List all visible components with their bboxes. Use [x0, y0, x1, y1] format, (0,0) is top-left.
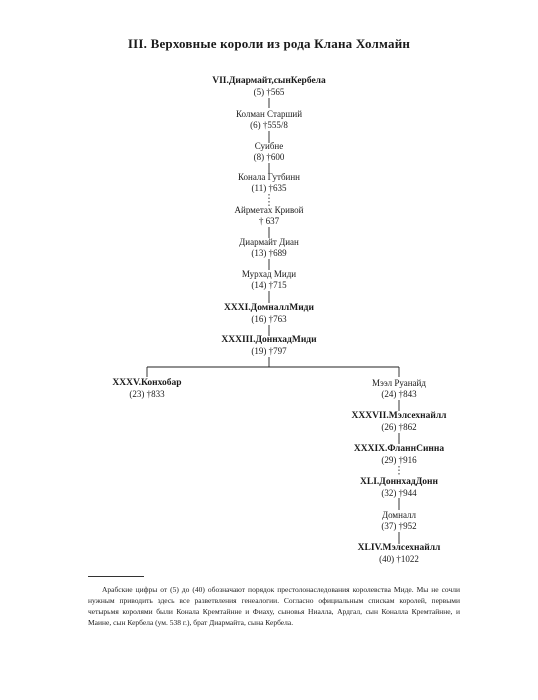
node-info: (32) †944 — [381, 488, 417, 498]
node-name: Мээл Руанайд — [372, 378, 426, 388]
node-info: (37) †952 — [381, 521, 417, 531]
tree-node — [319, 444, 479, 466]
footnote-rule — [88, 576, 144, 577]
node-name: Диармайт Диан — [239, 237, 299, 247]
tree-node — [189, 237, 349, 259]
node-info: (8) †600 — [253, 152, 285, 162]
tree-node — [189, 269, 349, 291]
node-name: Суибне — [254, 141, 284, 151]
tree-node — [319, 378, 479, 400]
tree-node — [189, 76, 349, 98]
node-name: VII.Диармайт,сынКербела — [212, 76, 326, 86]
footnote: Арабские цифры от (5) до (40) обозначают порядок престолонаследования королевства Миде. Мы не сочли нужным приводить здесь все разветвления генеалогии. Согласно официальным спискам королей, первыми четырьмя королями были Конала Кремтайнне и Фиаху, сыновья Ниалла, Ардгал, сын Коналла Кремтайнне, и Маине, сын Кербела (ум. 538 г.), брат Диармайта, сына Кербела. — [88, 585, 460, 627]
node-info: (14) †715 — [251, 280, 287, 290]
node-name: Мурхад Миди — [241, 269, 297, 279]
node-info: (13) †689 — [251, 248, 287, 258]
node-info: (23) †833 — [129, 389, 165, 399]
node-name: XLI.ДоннхадДонн — [360, 477, 438, 487]
node-info: † 637 — [258, 216, 280, 226]
tree-node — [319, 411, 479, 433]
node-info: (29) †916 — [381, 455, 417, 465]
page-title: III. Верховные короли из рода Клана Холмайн — [127, 36, 411, 51]
node-name: XXXVII.Мэлсехнайлл — [351, 411, 447, 421]
node-name: Айрметах Кривой — [234, 205, 304, 215]
node-name: XXXV.Конхобар — [112, 378, 182, 388]
node-info: (5) †565 — [253, 87, 285, 97]
node-name: XLIV.Мэлсехнайлл — [357, 543, 441, 553]
tree-node — [319, 477, 479, 499]
tree-node — [319, 510, 479, 532]
node-info: (6) †555/8 — [250, 120, 288, 130]
node-info: (16) †763 — [251, 314, 287, 324]
node-info: (26) †862 — [381, 422, 417, 432]
tree-node — [189, 303, 349, 325]
node-name: XXXIII.ДоннхадМиди — [221, 335, 317, 345]
node-name: Колман Старший — [235, 109, 303, 119]
tree-node — [189, 141, 349, 163]
node-info: (24) †843 — [381, 389, 417, 399]
node-name: XXXI.ДомналлМиди — [224, 303, 314, 313]
node-info: (19) †797 — [251, 346, 287, 356]
node-name: XXXIX.ФланнСинна — [353, 444, 445, 454]
tree-node — [189, 109, 349, 131]
node-name: Домналл — [381, 510, 417, 520]
node-name: Конала Гутбинн — [237, 172, 300, 182]
tree-node — [189, 172, 349, 194]
tree-node — [189, 335, 349, 357]
tree-node — [67, 378, 227, 400]
tree-node — [189, 205, 349, 227]
tree-node — [319, 543, 479, 565]
node-info: (11) †635 — [251, 183, 287, 193]
node-info: (40) †1022 — [379, 554, 419, 564]
